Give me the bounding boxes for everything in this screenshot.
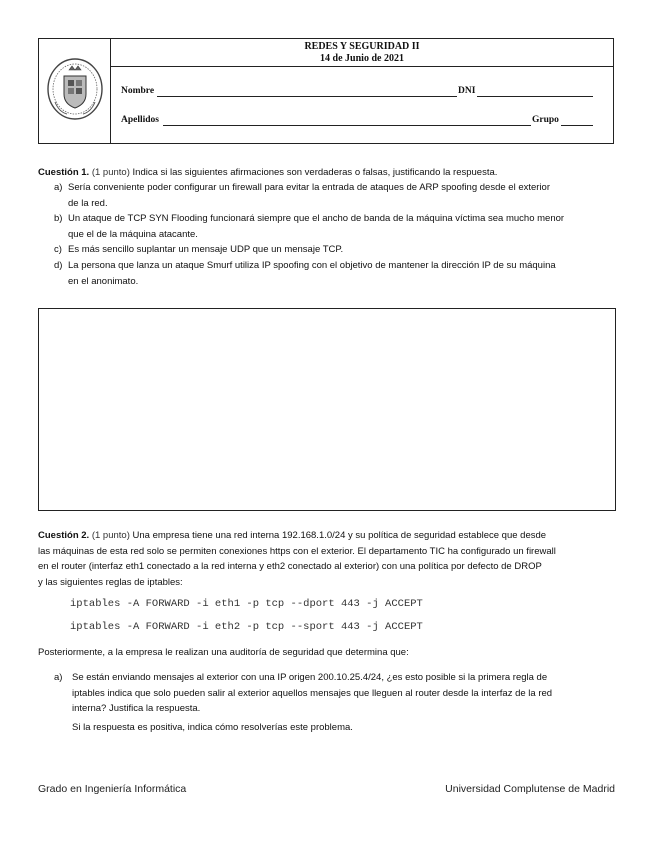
q2-points: (1 punto): [91, 530, 130, 541]
q2-para-line-3: en el router (interfaz eth1 conectado a la red interna y eth2 conectado al exterior) con una política por defecto de DROP: [38, 561, 542, 572]
question-1: [38, 165, 618, 181]
q1-item-b-text: Un ataque de TCP SYN Flooding funcionará siempre que el ancho de banda de la máquina víctima sea mucho menor: [68, 213, 565, 224]
iptables-rule-1: iptables -A FORWARD -i eth1 -p tcp --dport 443 -j ACCEPT: [70, 598, 423, 610]
q1-item-d-label: d): [54, 260, 63, 271]
q1-heading: Cuestión 1.: [38, 167, 90, 178]
exam-title: [111, 39, 613, 67]
q1-item-a-text-cont: de la red.: [68, 197, 108, 209]
dni-label: DNI: [458, 86, 476, 96]
apellidos-label: Apellidos: [121, 115, 160, 125]
q1-intro: Indica si las siguientes afirmaciones son verdaderas o falsas, justificando la respuesta.: [132, 167, 498, 178]
q1-answer-box[interactable]: [38, 308, 616, 511]
footer-university: Universidad Complutense de Madrid: [445, 783, 615, 795]
logo-cell: [39, 39, 111, 143]
course-title: REDES Y SEGURIDAD II: [304, 41, 420, 52]
q2-item-a-label: a): [54, 672, 63, 683]
iptables-rule-2: iptables -A FORWARD -i eth2 -p tcp --sport 443 -j ACCEPT: [70, 621, 423, 633]
q2-item-a-line-1: Se están enviando mensajes al exterior con una IP origen 200.10.25.4/24, ¿es esto posible si la primera regla de: [72, 672, 548, 683]
q1-item-b-text-cont: que el de la máquina atacante.: [68, 228, 198, 240]
q2-heading: Cuestión 2.: [38, 530, 90, 541]
grupo-label: Grupo: [532, 115, 559, 125]
q1-item-d: [54, 258, 620, 289]
q2-item-a-line-2: iptables indica que solo pueden salir al exterior aquellos mensajes que lleguen al router desde la interfaz de la red: [72, 687, 553, 699]
nombre-label: Nombre: [121, 86, 155, 96]
q1-item-c: [54, 242, 620, 258]
q1-points: (1 punto): [91, 167, 130, 178]
q1-item-b-label: b): [54, 213, 63, 224]
q1-item-c-text: Es más sencillo suplantar un mensaje UDP que un mensaje TCP.: [68, 244, 344, 255]
q1-item-d-text-cont: en el anonimato.: [68, 275, 139, 287]
nombre-field[interactable]: [157, 86, 457, 97]
q2-para-line-1: Una empresa tiene una red interna 192.168.1.0/24 y su política de seguridad establece que desde: [132, 530, 547, 541]
grupo-field[interactable]: [561, 115, 593, 126]
exam-date: 14 de Junio de 2021: [320, 53, 404, 64]
q1-item-d-text: La persona que lanza un ataque Smurf utiliza IP spoofing con el objetivo de mantener la dirección IP de su máquina: [68, 260, 556, 271]
q2-para-line-4: y las siguientes reglas de iptables:: [38, 576, 183, 588]
dni-field[interactable]: [477, 86, 593, 97]
q2-after: Posteriormente, a la empresa le realizan una auditoría de seguridad que determina que:: [38, 647, 409, 658]
q2-item-a-line-4: Si la respuesta es positiva, indica cómo resolverías este problema.: [72, 721, 353, 733]
q1-item-c-label: c): [54, 244, 62, 255]
university-seal-icon: [45, 56, 105, 122]
q2-item-a: [54, 670, 620, 735]
q1-item-b: [54, 211, 620, 242]
q2-para-line-2: las máquinas de esta red solo se permiten conexiones https con el exterior. El departamento TIC ha configurado un firewall: [38, 545, 556, 557]
q2-item-a-line-3: interna? Justifica la respuesta.: [72, 703, 201, 714]
question-2: [38, 528, 618, 590]
footer-degree: Grado en Ingeniería Informática: [38, 783, 187, 795]
q1-item-a-text: Sería conveniente poder configurar un firewall para evitar la entrada de ataques de ARP spoofing desde el exterior: [68, 182, 550, 193]
q1-item-a-label: a): [54, 182, 63, 193]
apellidos-field[interactable]: [163, 115, 531, 126]
q1-item-a: [54, 180, 620, 211]
exam-header-box: [38, 38, 614, 144]
